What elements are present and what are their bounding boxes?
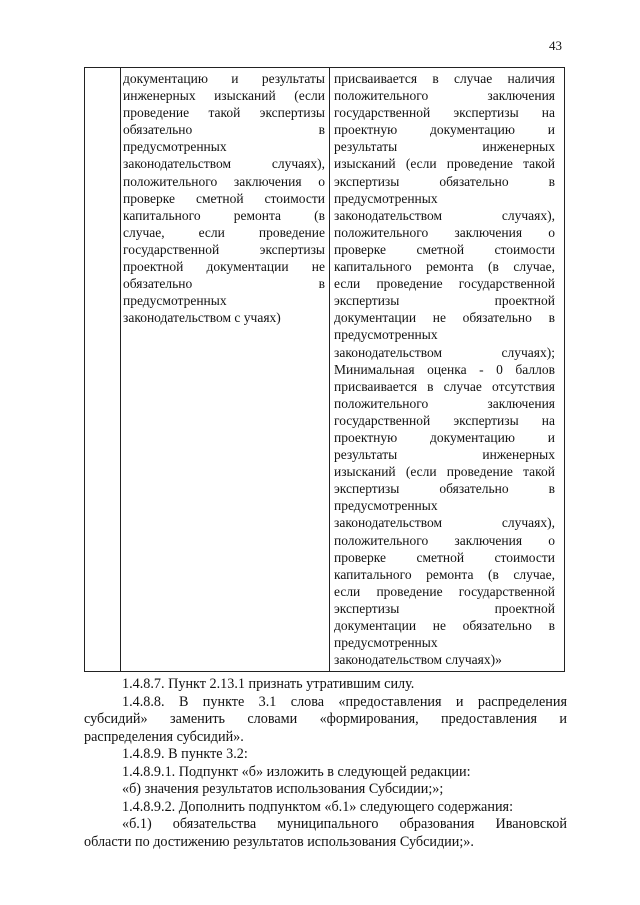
cell-line: проектную документацию и <box>334 429 555 445</box>
cell-line: предусмотренных <box>334 498 438 514</box>
cell-line: Минимальная оценка - 0 баллов <box>334 361 555 377</box>
cell-line: проведение такой экспертизы <box>123 105 325 121</box>
cell-line: положительного заключения о <box>334 224 555 240</box>
paragraph-line: субсидий» заменить словами «формирования, предоставления и <box>84 711 567 727</box>
cell-line: экспертизы обязательно в <box>334 481 555 497</box>
cell-line: экспертизы обязательно в <box>334 173 555 189</box>
cell-line: капитального ремонта (в случае, <box>334 566 555 582</box>
table-cell-score <box>334 70 555 668</box>
cell-line: результаты инженерных <box>334 447 555 463</box>
cell-line: законодательством с учаях) <box>123 310 281 326</box>
cell-line: проектной документации не <box>123 259 325 275</box>
cell-line: проектную документацию и <box>334 122 555 138</box>
cell-line: проверке сметной стоимости <box>334 549 555 565</box>
cell-line: положительного заключения <box>334 395 555 411</box>
table-cell-requirement <box>123 70 325 326</box>
cell-line: предусмотренных <box>123 139 227 155</box>
cell-line: проверке сметной стоимости <box>334 241 555 257</box>
paragraph-line: 1.4.8.9.2. Дополнить подпунктом «б.1» следующего содержания: <box>122 798 514 815</box>
paragraph-line: «б) значения результатов использования Субсидии;»; <box>122 781 444 797</box>
cell-line: изысканий (если проведение такой <box>334 156 555 172</box>
cell-line: присваивается в случае наличия <box>334 71 555 86</box>
cell-line: предусмотренных <box>334 635 438 651</box>
paragraph-line: 1.4.8.9. В пункте 3.2: <box>122 746 248 762</box>
cell-line: положительного заключения о <box>123 173 325 189</box>
paragraph-line: 1.4.8.7. Пункт 2.13.1 признать утратившим силу. <box>122 676 415 692</box>
cell-line: документацию и результаты <box>123 71 325 86</box>
cell-line: если проведение государственной <box>334 583 555 599</box>
cell-line: предусмотренных <box>123 293 227 309</box>
cell-line: государственной экспертизы <box>123 241 325 257</box>
cell-line: если проведение государственной <box>334 276 555 292</box>
cell-line: предусмотренных <box>334 190 438 206</box>
paragraph-line: 1.4.8.8. В пункте 3.1 слова «предоставления и распределения <box>122 693 567 710</box>
cell-line: предусмотренных <box>334 327 438 343</box>
cell-line: документации не обязательно в <box>334 310 555 326</box>
cell-line: обязательно в <box>123 122 325 138</box>
cell-line: положительного заключения <box>334 88 555 104</box>
cell-line: законодательством случаях); <box>334 344 555 360</box>
page-number: 43 <box>549 38 562 53</box>
paragraph-line: распределения субсидий». <box>84 728 244 745</box>
paragraph-line: области по достижению результатов использования Субсидии;». <box>84 833 474 850</box>
cell-line: капитального ремонта (в случае, <box>334 259 555 275</box>
cell-line: законодательством случаях), <box>334 515 555 531</box>
cell-line: законодательством случаях), <box>334 207 555 223</box>
cell-line: государственной экспертизы на <box>334 412 555 428</box>
table-divider-2 <box>329 68 330 671</box>
criteria-table <box>84 67 565 672</box>
cell-line: изысканий (если проведение такой <box>334 464 555 480</box>
cell-line: законодательством случаях)» <box>334 652 502 668</box>
table-divider-1 <box>120 68 121 671</box>
cell-line: инженерных изысканий (если <box>123 88 325 104</box>
cell-line: присваивается в случае отсутствия <box>334 378 555 394</box>
paragraph-line: 1.4.8.9.1. Подпункт «б» изложить в следующей редакции: <box>122 763 471 780</box>
cell-line: законодательством случаях), <box>123 156 325 172</box>
cell-line: документации не обязательно в <box>334 618 555 633</box>
cell-line: экспертизы проектной <box>334 600 555 616</box>
amendment-paragraphs <box>84 676 567 851</box>
cell-line: положительного заключения о <box>334 532 555 548</box>
cell-line: случае, если проведение <box>123 224 325 240</box>
cell-line: результаты инженерных <box>334 139 555 155</box>
cell-line: капитального ремонта (в <box>123 207 325 223</box>
cell-line: экспертизы проектной <box>334 293 555 309</box>
cell-line: проверке сметной стоимости <box>123 190 325 206</box>
cell-line: обязательно в <box>123 276 325 292</box>
paragraph-line: «б.1) обязательства муниципального образования Ивановской <box>122 816 567 832</box>
cell-line: государственной экспертизы на <box>334 105 555 121</box>
